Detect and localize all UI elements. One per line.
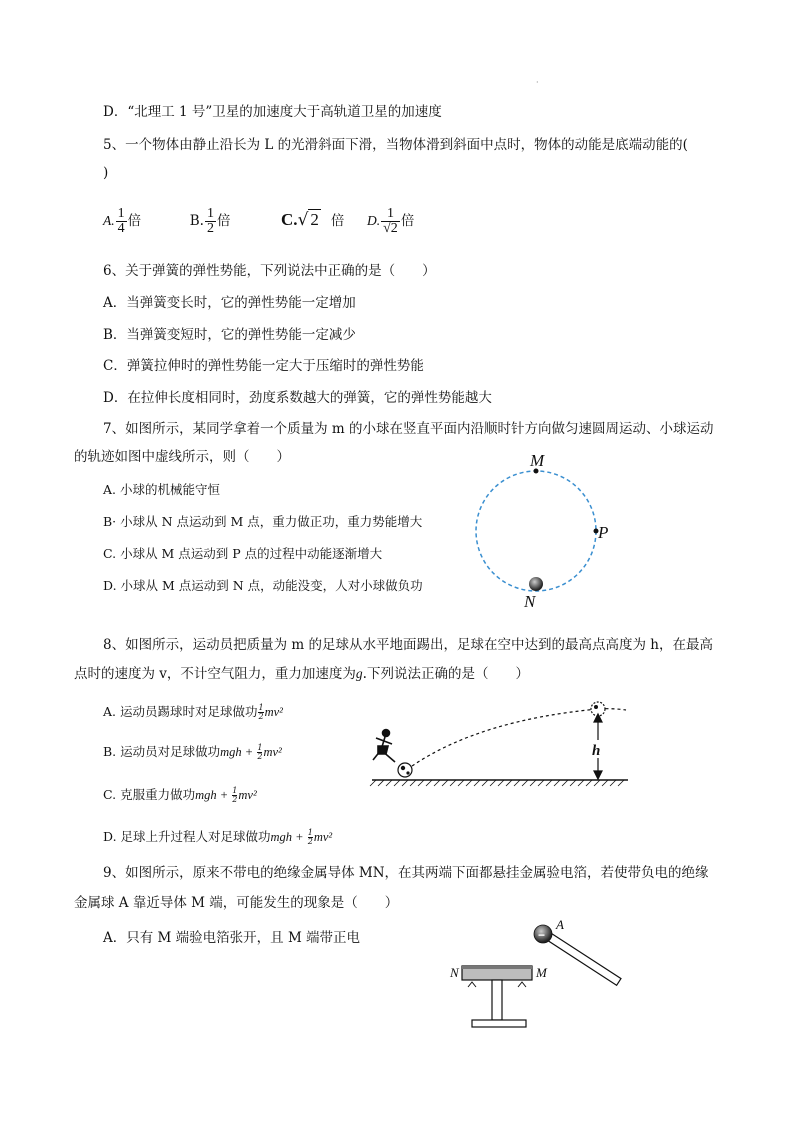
q5-option-b: B. $\frac{1}{2}$ 倍 bbox=[189, 206, 231, 236]
q8-option-b: B. 运动员对足球做功mgh + $\frac{1}{2}$ mv² bbox=[103, 743, 282, 761]
q5-d-fraction: $\frac{1}{√2}$ bbox=[383, 206, 398, 236]
q5-a-fraction: $\frac{1}{4}$ bbox=[117, 206, 125, 236]
q7-option-d: D. 小球从 M 点运动到 N 点，动能没变，人对小球做负功 bbox=[103, 578, 423, 593]
q7-option-c: C. 小球从 M 点运动到 P 点的过程中动能逐渐增大 bbox=[103, 546, 383, 561]
q5-option-a: A. $\frac{1}{4}$ 倍 bbox=[103, 206, 142, 236]
q5-stem-line1: 5、一个物体由静止沿长为 L 的光滑斜面下滑，当物体滑到斜面中点时，物体的动能是底端动能的( bbox=[103, 137, 688, 153]
q6-option-a: A．当弹簧变长时，它的弹性势能一定增加 bbox=[103, 295, 356, 311]
q9-stand-base bbox=[472, 1020, 526, 1027]
q9-foil-n-icon bbox=[468, 982, 476, 987]
q5-option-c: C.√ 2 倍 bbox=[281, 210, 345, 230]
q9-label-n: N bbox=[450, 965, 459, 980]
q4-option-d: D．“北理工 1 号”卫星的加速度大于高轨道卫星的加速度 bbox=[103, 104, 442, 120]
q8-stem-line2: 点时的速度为 v，不计空气阻力，重力加速度为g.下列说法正确的是（ ） bbox=[74, 666, 529, 682]
q9-label-m: M bbox=[536, 965, 547, 980]
q8-option-a: A. 运动员踢球时对足球做功 $\frac{1}{2}$ mv² bbox=[103, 703, 283, 721]
q6-option-c: C．弹簧拉伸时的弹性势能一定大于压缩时的弹性势能 bbox=[103, 358, 424, 374]
q8-option-d: D. 足球上升过程人对足球做功mgh + $\frac{1}{2}$ mv² bbox=[103, 828, 333, 846]
q8-label-h: h bbox=[592, 743, 601, 759]
q7-option-a: A. 小球的机械能守恒 bbox=[103, 482, 220, 497]
q7-stem-line2: 的轨迹如图中虚线所示，则（ ） bbox=[74, 449, 290, 465]
q7-option-b: B· 小球从 N 点运动到 M 点，重力做正功，重力势能增大 bbox=[103, 514, 423, 529]
q9-stem-line1: 9、如图所示，原来不带电的绝缘金属导体 MN，在其两端下面都悬挂金属验电箔，若使带负电的绝缘 bbox=[103, 865, 709, 881]
q7-label-m: M bbox=[530, 451, 545, 470]
q9-label-a: A bbox=[556, 917, 564, 932]
q8-option-c: C. 克服重力做功mgh + $\frac{1}{2}$ mv² bbox=[103, 786, 257, 804]
q6-stem: 6、关于弹簧的弹性势能，下列说法中正确的是（ ） bbox=[103, 263, 436, 279]
q9-foil-m-icon bbox=[518, 982, 526, 987]
q9-stem-line2: 金属球 A 靠近导体 M 端，可能发生的现象是（ ） bbox=[74, 895, 399, 911]
q5-stem-line2: ) bbox=[103, 165, 109, 181]
q6-option-b: B．当弹簧变短时，它的弹性势能一定减少 bbox=[103, 327, 356, 343]
q7-label-n: N bbox=[524, 592, 536, 611]
q9-option-a: A．只有 M 端验电箔张开，且 M 端带正电 bbox=[103, 930, 361, 946]
q5-b-fraction: $\frac{1}{2}$ bbox=[206, 206, 214, 236]
corner-mark: · bbox=[536, 78, 539, 87]
q5-option-d: D. $\frac{1}{√2}$ 倍 bbox=[367, 206, 415, 236]
q6-option-d: D．在拉伸长度相同时，劲度系数越大的弹簧，它的弹性势能越大 bbox=[103, 390, 492, 406]
q9-insulating-rod bbox=[543, 931, 621, 986]
q7-label-p: P bbox=[598, 523, 609, 542]
q9-ball-charge: − bbox=[538, 928, 546, 942]
q9-stand-post bbox=[492, 980, 502, 1020]
q8-stem-line1: 8、如图所示，运动员把质量为 m 的足球从水平地面踢出，足球在空中达到的最高点高度为 h，在最高 bbox=[103, 637, 713, 653]
q7-stem-line1: 7、如图所示，某同学拿着一个质量为 m 的小球在竖直平面内沿顺时针方向做匀速圆周运动、小球运动 bbox=[103, 421, 714, 437]
